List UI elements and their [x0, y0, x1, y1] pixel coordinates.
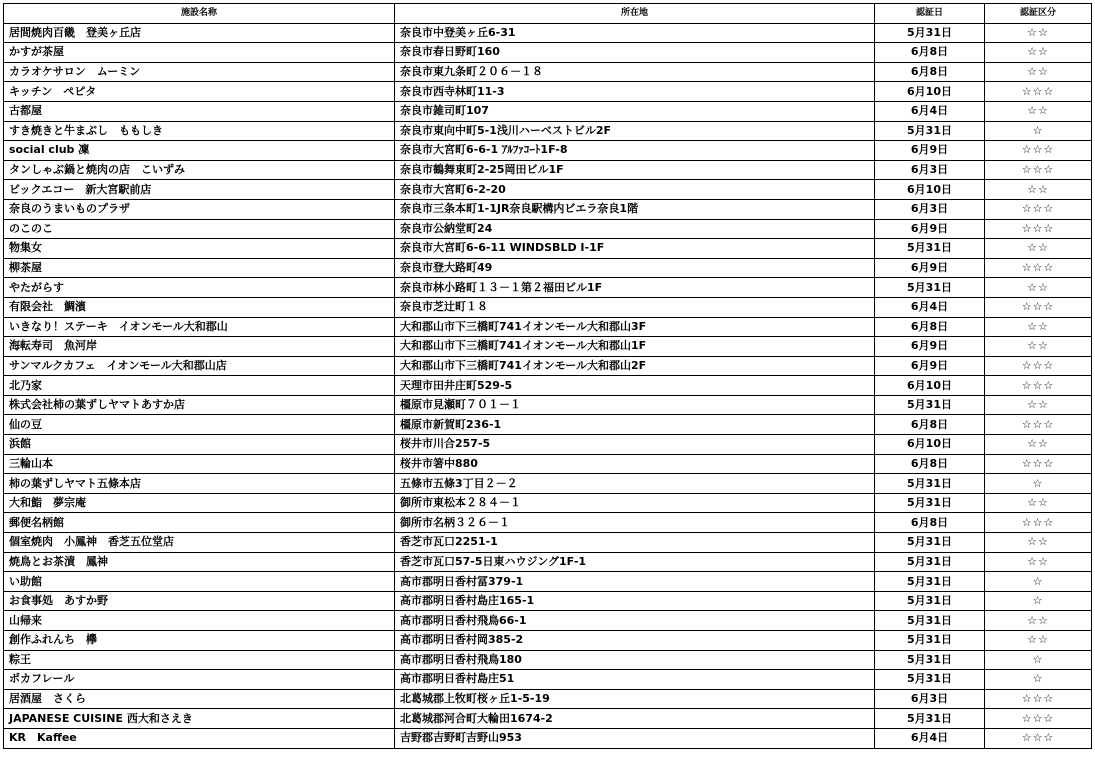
cell-grade: ☆☆: [985, 533, 1092, 553]
cell-grade: ☆☆☆: [985, 141, 1092, 161]
table-row: [4, 82, 1092, 102]
table-row: [4, 376, 1092, 396]
cell-grade: ☆☆☆: [985, 82, 1092, 102]
table-row: [4, 689, 1092, 709]
cell-address: 大和郡山市下三橋町741イオンモール大和郡山1F: [395, 337, 875, 357]
cell-address: 高市郡明日香村島庄165-1: [395, 591, 875, 611]
cell-grade: ☆☆: [985, 278, 1092, 298]
cell-date: 5月31日: [875, 121, 985, 141]
table-row: [4, 278, 1092, 298]
cell-address: 奈良市大宮町6-6-11 WINDSBLD Ⅰ-1F: [395, 239, 875, 259]
table-row: [4, 180, 1092, 200]
table-row: [4, 709, 1092, 729]
cell-name: 柿の葉ずしヤマト五條本店: [4, 474, 395, 494]
cell-grade: ☆☆: [985, 552, 1092, 572]
table-row: [4, 297, 1092, 317]
cell-date: 5月31日: [875, 239, 985, 259]
cell-date: 5月31日: [875, 650, 985, 670]
cell-address: 天理市田井庄町529-5: [395, 376, 875, 396]
cell-grade: ☆☆☆: [985, 728, 1092, 748]
cell-name: 海転寿司 魚河岸: [4, 337, 395, 357]
cell-grade: ☆: [985, 650, 1092, 670]
cell-date: 6月9日: [875, 356, 985, 376]
header-row: [4, 4, 1092, 24]
cell-name: かすが茶屋: [4, 43, 395, 63]
cell-grade: ☆☆☆: [985, 689, 1092, 709]
cell-grade: ☆☆☆: [985, 415, 1092, 435]
cell-date: 5月31日: [875, 474, 985, 494]
cell-grade: ☆☆☆: [985, 160, 1092, 180]
cell-date: 5月31日: [875, 572, 985, 592]
cell-address: 奈良市鶴舞東町2-25岡田ビル1F: [395, 160, 875, 180]
cell-address: 北葛城郡上牧町桜ヶ丘1-5-19: [395, 689, 875, 709]
cell-address: 御所市東松本２８４－１: [395, 493, 875, 513]
table-row: [4, 337, 1092, 357]
cell-grade: ☆☆: [985, 239, 1092, 259]
table-row: [4, 591, 1092, 611]
cell-name: キッチン ペピタ: [4, 82, 395, 102]
cell-date: 5月31日: [875, 493, 985, 513]
cell-grade: ☆☆☆: [985, 297, 1092, 317]
cell-name: 個室焼肉 小鳳神 香芝五位堂店: [4, 533, 395, 553]
cell-date: 6月10日: [875, 376, 985, 396]
table-row: [4, 611, 1092, 631]
cell-address: 御所市名柄３２６－１: [395, 513, 875, 533]
cell-date: 6月4日: [875, 101, 985, 121]
cell-grade: ☆☆: [985, 101, 1092, 121]
cell-address: 大和郡山市下三橋町741イオンモール大和郡山2F: [395, 356, 875, 376]
cell-grade: ☆☆☆: [985, 258, 1092, 278]
cell-name: やたがらす: [4, 278, 395, 298]
cell-date: 6月8日: [875, 317, 985, 337]
cell-date: 6月10日: [875, 435, 985, 455]
cell-date: 6月9日: [875, 337, 985, 357]
cell-name: 物集女: [4, 239, 395, 259]
cell-address: 奈良市芝辻町１８: [395, 297, 875, 317]
table-header: [4, 4, 1092, 24]
cell-grade: ☆☆: [985, 395, 1092, 415]
cell-date: 6月8日: [875, 513, 985, 533]
table-row: [4, 43, 1092, 63]
cell-name: 居間焼肉百畿 登美ヶ丘店: [4, 23, 395, 43]
table-row: [4, 199, 1092, 219]
cell-date: 6月8日: [875, 415, 985, 435]
cell-name: タンしゃぶ鍋と焼肉の店 こいずみ: [4, 160, 395, 180]
facility-table: [3, 3, 1092, 749]
cell-grade: ☆: [985, 121, 1092, 141]
cell-name: い助館: [4, 572, 395, 592]
cell-address: 橿原市新賀町236-1: [395, 415, 875, 435]
cell-name: 居酒屋 さくら: [4, 689, 395, 709]
cell-grade: ☆☆: [985, 180, 1092, 200]
cell-grade: ☆☆: [985, 62, 1092, 82]
cell-name: 郵便名柄館: [4, 513, 395, 533]
cell-address: 吉野郡吉野町吉野山953: [395, 728, 875, 748]
header-date: 認証日: [875, 4, 985, 24]
cell-address: 奈良市大宮町6-2-20: [395, 180, 875, 200]
cell-name: 古都屋: [4, 101, 395, 121]
cell-grade: ☆☆: [985, 493, 1092, 513]
cell-address: 香芝市瓦口2251-1: [395, 533, 875, 553]
cell-grade: ☆☆☆: [985, 219, 1092, 239]
cell-date: 5月31日: [875, 611, 985, 631]
cell-address: 桜井市箸中880: [395, 454, 875, 474]
cell-name: 山帰来: [4, 611, 395, 631]
cell-grade: ☆: [985, 474, 1092, 494]
cell-date: 6月4日: [875, 728, 985, 748]
table-row: [4, 454, 1092, 474]
cell-date: 5月31日: [875, 533, 985, 553]
cell-date: 5月31日: [875, 552, 985, 572]
table-body: [4, 23, 1092, 748]
table-row: [4, 650, 1092, 670]
cell-date: 6月4日: [875, 297, 985, 317]
table-row: [4, 239, 1092, 259]
cell-name: ビックエコー 新大宮駅前店: [4, 180, 395, 200]
table-row: [4, 317, 1092, 337]
cell-address: 大和郡山市下三橋町741イオンモール大和郡山3F: [395, 317, 875, 337]
table-row: [4, 395, 1092, 415]
cell-grade: ☆☆☆: [985, 454, 1092, 474]
cell-name: カラオケサロン ムーミン: [4, 62, 395, 82]
cell-name: 有限会社 鯛濱: [4, 297, 395, 317]
cell-name: 奈良のうまいものプラザ: [4, 199, 395, 219]
cell-date: 6月3日: [875, 689, 985, 709]
cell-name: 株式会社柿の葉ずしヤマトあすか店: [4, 395, 395, 415]
table-row: [4, 62, 1092, 82]
cell-name: 北乃家: [4, 376, 395, 396]
cell-date: 6月9日: [875, 219, 985, 239]
header-address: 所在地: [395, 4, 875, 24]
header-grade: 認証区分: [985, 4, 1092, 24]
cell-date: 5月31日: [875, 631, 985, 651]
cell-name: 三輪山本: [4, 454, 395, 474]
cell-name: 創作ふれんち 欅: [4, 631, 395, 651]
cell-address: 北葛城郡河合町大輪田1674-2: [395, 709, 875, 729]
cell-date: 6月9日: [875, 141, 985, 161]
table-row: [4, 101, 1092, 121]
table-row: [4, 219, 1092, 239]
table-row: [4, 728, 1092, 748]
cell-name: 大和鮨 夢宗庵: [4, 493, 395, 513]
cell-name: 柳茶屋: [4, 258, 395, 278]
cell-name: KR Kaffee: [4, 728, 395, 748]
table-row: [4, 23, 1092, 43]
cell-grade: ☆☆☆: [985, 513, 1092, 533]
table-row: [4, 160, 1092, 180]
table-row: [4, 356, 1092, 376]
table-row: [4, 572, 1092, 592]
cell-date: 6月10日: [875, 82, 985, 102]
cell-date: 6月8日: [875, 43, 985, 63]
cell-name: いきなり！ステーキ イオンモール大和郡山: [4, 317, 395, 337]
cell-name: ポカフレール: [4, 670, 395, 690]
cell-date: 6月8日: [875, 62, 985, 82]
cell-grade: ☆☆: [985, 317, 1092, 337]
cell-name: JAPANESE CUISINE 西大和さえき: [4, 709, 395, 729]
cell-name: サンマルクカフェ イオンモール大和郡山店: [4, 356, 395, 376]
cell-address: 香芝市瓦口57-5日東ハウジング1F-1: [395, 552, 875, 572]
cell-date: 6月8日: [875, 454, 985, 474]
cell-address: 高市郡明日香村岡385-2: [395, 631, 875, 651]
cell-address: 高市郡明日香村島庄51: [395, 670, 875, 690]
table-row: [4, 513, 1092, 533]
table-row: [4, 258, 1092, 278]
cell-date: 5月31日: [875, 709, 985, 729]
cell-grade: ☆☆: [985, 337, 1092, 357]
cell-date: 6月10日: [875, 180, 985, 200]
cell-address: 桜井市川合257-5: [395, 435, 875, 455]
cell-address: 奈良市東向中町5-1浅川ハーベストビル2F: [395, 121, 875, 141]
cell-grade: ☆☆: [985, 631, 1092, 651]
cell-address: 高市郡明日香村飛鳥66-1: [395, 611, 875, 631]
cell-address: 奈良市春日野町160: [395, 43, 875, 63]
cell-grade: ☆☆☆: [985, 356, 1092, 376]
cell-grade: ☆☆: [985, 435, 1092, 455]
cell-grade: ☆: [985, 670, 1092, 690]
cell-name: 焼鳥とお茶漬 鳳神: [4, 552, 395, 572]
cell-grade: ☆☆: [985, 43, 1092, 63]
cell-address: 橿原市見瀬町７０１－１: [395, 395, 875, 415]
cell-grade: ☆☆: [985, 23, 1092, 43]
cell-date: 6月9日: [875, 258, 985, 278]
cell-name: のこのこ: [4, 219, 395, 239]
cell-grade: ☆: [985, 572, 1092, 592]
cell-date: 5月31日: [875, 591, 985, 611]
cell-name: 浜館: [4, 435, 395, 455]
table-row: [4, 631, 1092, 651]
cell-grade: ☆☆: [985, 611, 1092, 631]
cell-name: お食事処 あすか野: [4, 591, 395, 611]
cell-address: 奈良市林小路町１３－１第２福田ビル1F: [395, 278, 875, 298]
cell-date: 6月3日: [875, 199, 985, 219]
cell-grade: ☆☆☆: [985, 199, 1092, 219]
cell-name: social club 凜: [4, 141, 395, 161]
header-name: 施設名称: [4, 4, 395, 24]
table-row: [4, 415, 1092, 435]
cell-address: 奈良市三条本町1-1JR奈良駅構内ビエラ奈良1階: [395, 199, 875, 219]
cell-address: 奈良市大宮町6-6-1 ｱﾙﾌｧｺｰﾄ1F-8: [395, 141, 875, 161]
cell-address: 奈良市東九条町２０６－１８: [395, 62, 875, 82]
cell-date: 5月31日: [875, 670, 985, 690]
cell-name: 粽王: [4, 650, 395, 670]
table-row: [4, 435, 1092, 455]
cell-address: 奈良市登大路町49: [395, 258, 875, 278]
cell-address: 高市郡明日香村飛鳥180: [395, 650, 875, 670]
cell-address: 奈良市西寺林町11-3: [395, 82, 875, 102]
cell-address: 奈良市雑司町107: [395, 101, 875, 121]
table-row: [4, 552, 1092, 572]
cell-address: 五條市五條3丁目２－２: [395, 474, 875, 494]
table-row: [4, 121, 1092, 141]
cell-date: 6月3日: [875, 160, 985, 180]
table-row: [4, 474, 1092, 494]
cell-grade: ☆☆☆: [985, 709, 1092, 729]
cell-grade: ☆: [985, 591, 1092, 611]
cell-name: 仙の豆: [4, 415, 395, 435]
cell-address: 奈良市公納堂町24: [395, 219, 875, 239]
cell-name: すき焼きと牛まぶし ももしき: [4, 121, 395, 141]
table-row: [4, 493, 1092, 513]
cell-address: 奈良市中登美ヶ丘6-31: [395, 23, 875, 43]
table-row: [4, 670, 1092, 690]
table-row: [4, 141, 1092, 161]
cell-date: 5月31日: [875, 278, 985, 298]
table-row: [4, 533, 1092, 553]
cell-date: 5月31日: [875, 395, 985, 415]
cell-grade: ☆☆☆: [985, 376, 1092, 396]
cell-date: 5月31日: [875, 23, 985, 43]
cell-address: 高市郡明日香村冨379-1: [395, 572, 875, 592]
